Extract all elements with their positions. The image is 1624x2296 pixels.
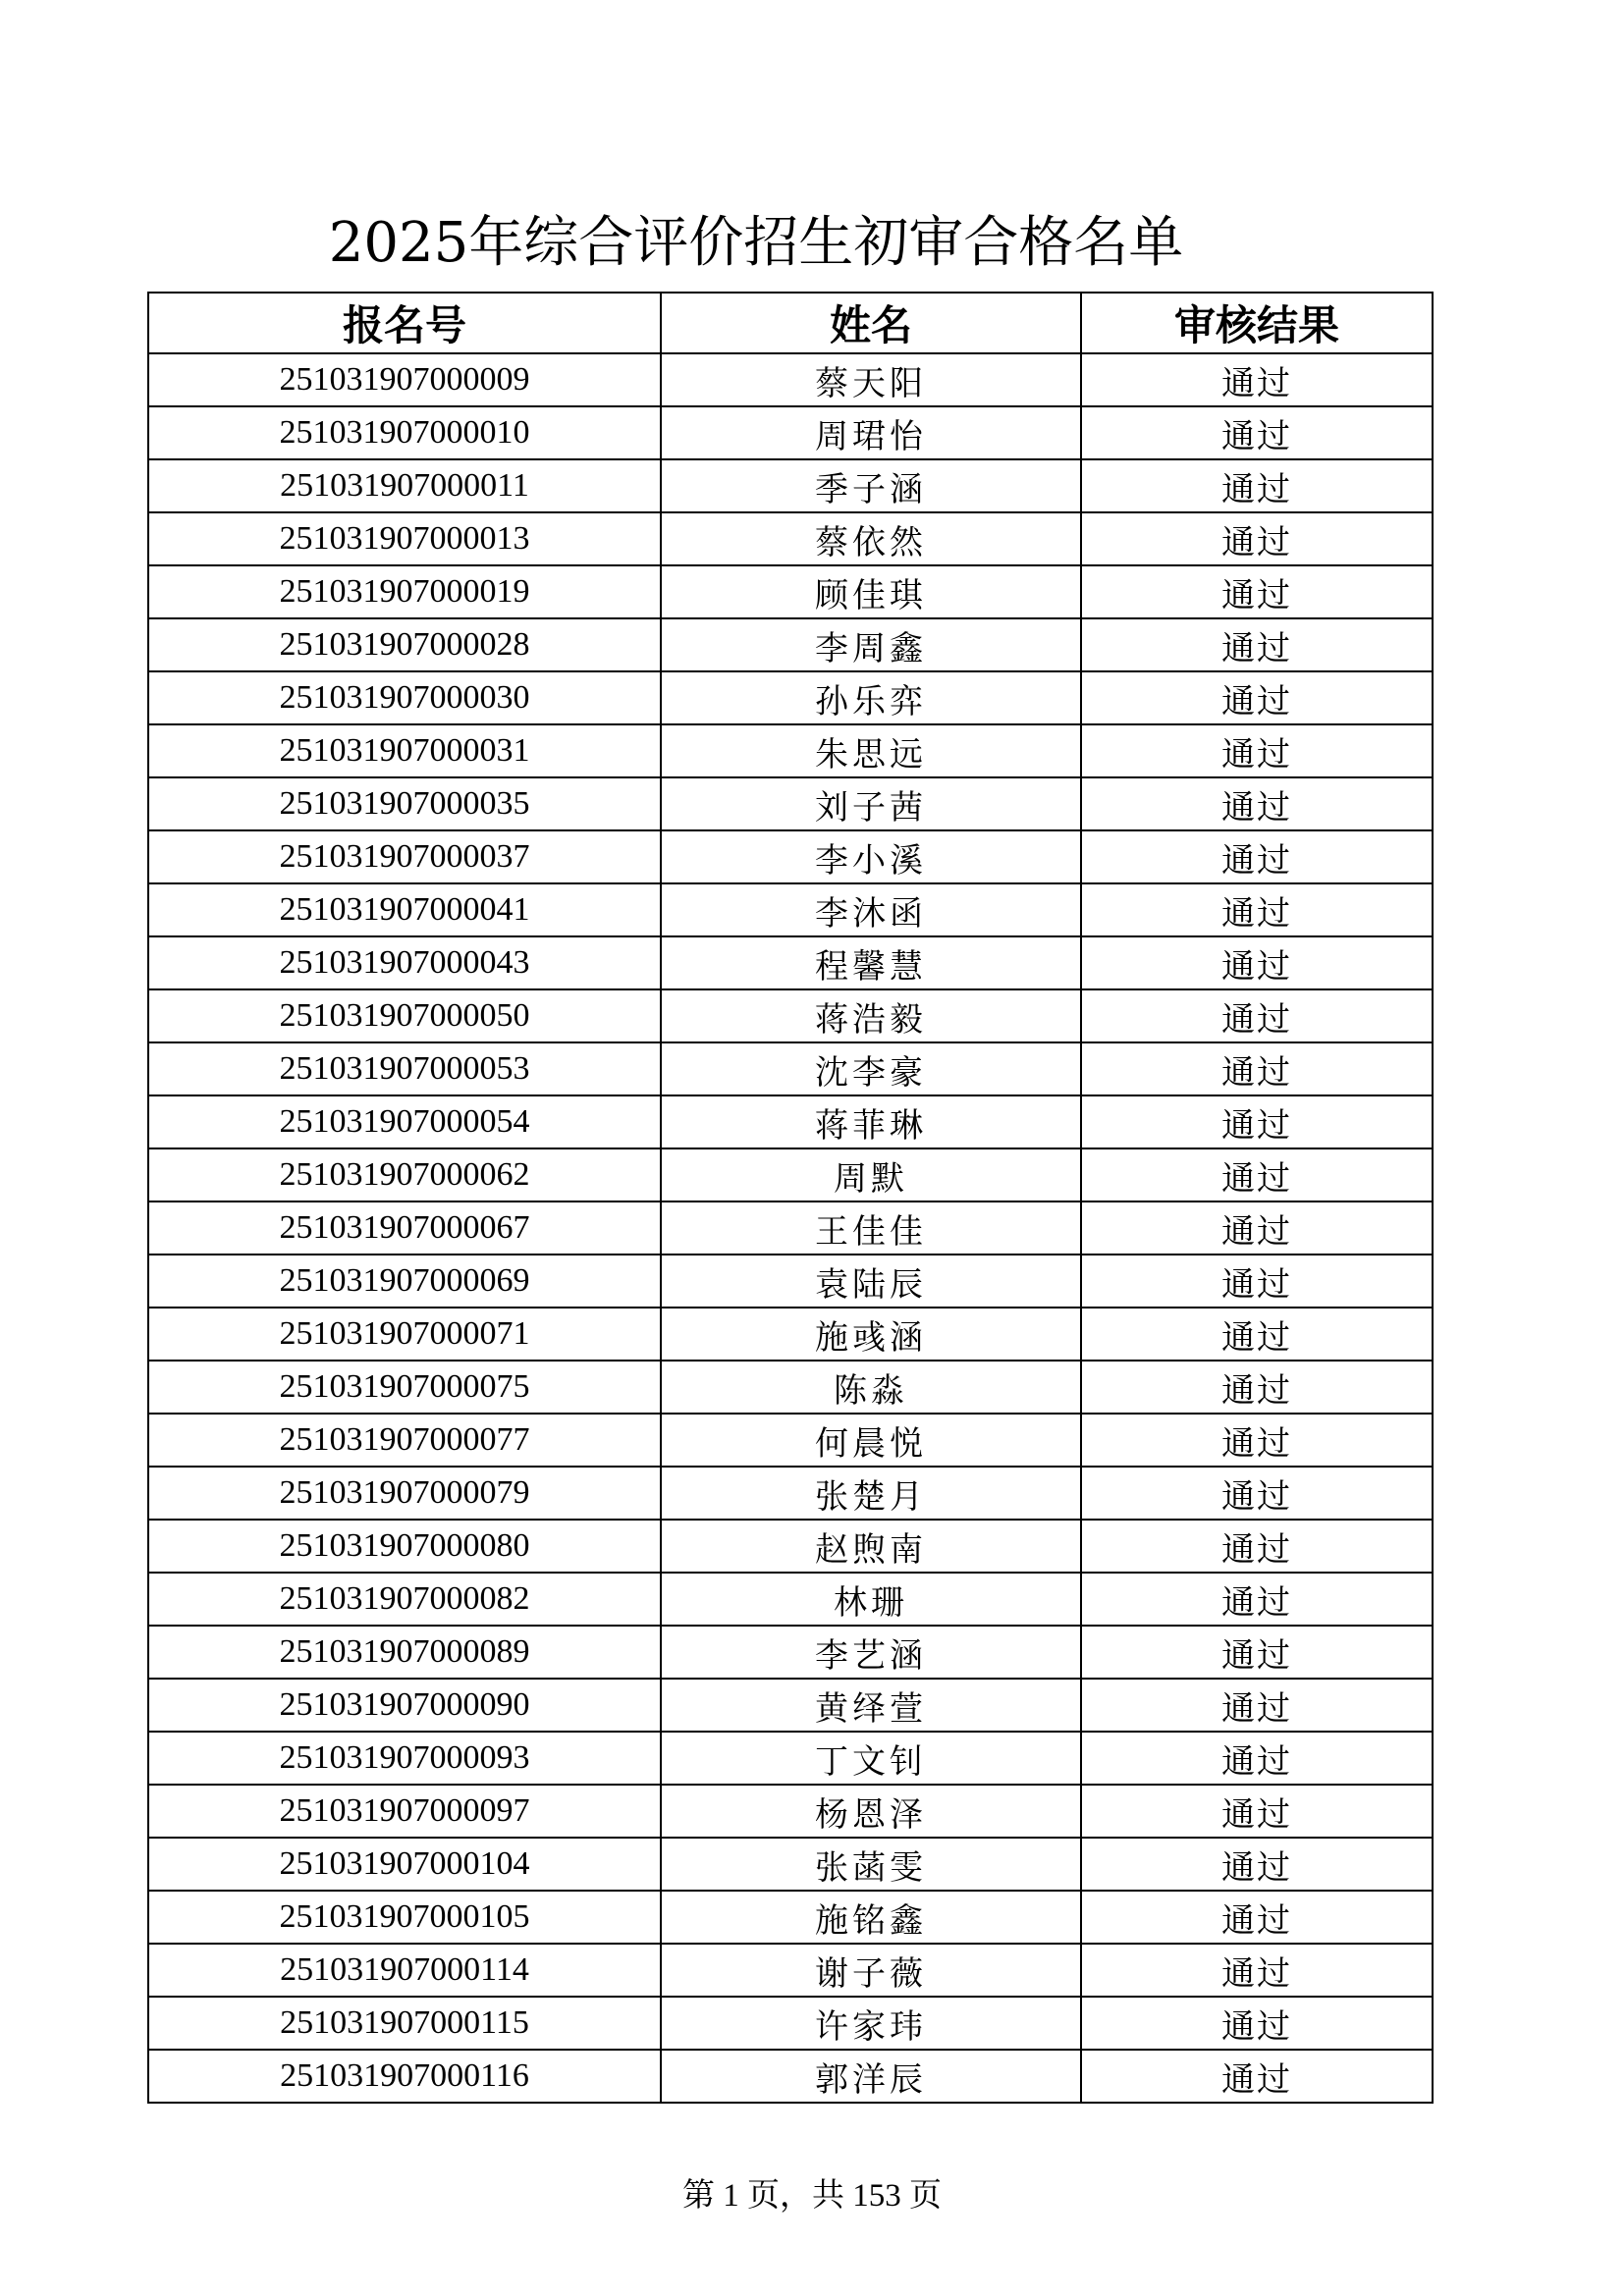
review-result-cell: 通过 [1081, 2050, 1433, 2103]
review-result-cell: 通过 [1081, 724, 1433, 777]
student-name-cell: 袁陆辰 [661, 1255, 1081, 1308]
document-title: 2025年综合评价招生初审合格名单 [328, 211, 1184, 275]
registration-number-cell: 251031907000009 [148, 353, 661, 406]
page-number: 第 1 页，共 153 页 [682, 2178, 942, 2214]
registration-number-cell: 251031907000028 [148, 618, 661, 671]
student-name-cell: 季子涵 [661, 459, 1081, 512]
table-row [148, 1361, 1433, 1414]
review-result-cell: 通过 [1081, 1626, 1433, 1679]
registration-number-cell: 251031907000054 [148, 1095, 661, 1148]
review-result-cell: 通过 [1081, 618, 1433, 671]
table-row [148, 459, 1433, 512]
review-result-cell: 通过 [1081, 1944, 1433, 1997]
review-result-cell: 通过 [1081, 1308, 1433, 1361]
student-name-cell: 沈李豪 [661, 1042, 1081, 1095]
table-row [148, 618, 1433, 671]
table-row [148, 1255, 1433, 1308]
review-result-cell: 通过 [1081, 512, 1433, 565]
table-body [148, 353, 1433, 2103]
student-name-cell: 蒋菲琳 [661, 1095, 1081, 1148]
student-name-cell: 林珊 [661, 1573, 1081, 1626]
header-registration-number: 报名号 [148, 293, 661, 353]
registration-number-cell: 251031907000116 [148, 2050, 661, 2103]
registration-number-cell: 251031907000043 [148, 936, 661, 989]
review-result-cell: 通过 [1081, 1201, 1433, 1255]
student-name-cell: 郭洋辰 [661, 2050, 1081, 2103]
student-name-cell: 谢子薇 [661, 1944, 1081, 1997]
table-row [148, 1838, 1433, 1891]
registration-number-cell: 251031907000069 [148, 1255, 661, 1308]
table-row [148, 1679, 1433, 1732]
student-name-cell: 蒋浩毅 [661, 989, 1081, 1042]
header-review-result: 审核结果 [1081, 293, 1433, 353]
review-result-cell: 通过 [1081, 1414, 1433, 1467]
table-row [148, 671, 1433, 724]
review-result-cell: 通过 [1081, 830, 1433, 883]
review-result-cell: 通过 [1081, 1997, 1433, 2050]
student-name-cell: 程馨慧 [661, 936, 1081, 989]
student-name-cell: 赵煦南 [661, 1520, 1081, 1573]
review-result-cell: 通过 [1081, 883, 1433, 936]
table-row [148, 1785, 1433, 1838]
table-row [148, 1997, 1433, 2050]
student-name-cell: 朱思远 [661, 724, 1081, 777]
review-result-cell: 通过 [1081, 777, 1433, 830]
student-name-cell: 丁文钊 [661, 1732, 1081, 1785]
registration-number-cell: 251031907000037 [148, 830, 661, 883]
student-name-cell: 顾佳琪 [661, 565, 1081, 618]
registration-number-cell: 251031907000079 [148, 1467, 661, 1520]
table-header-row [148, 293, 1433, 353]
student-name-cell: 杨恩泽 [661, 1785, 1081, 1838]
admission-list-table [147, 292, 1434, 2104]
table-row [148, 1308, 1433, 1361]
table-row [148, 1148, 1433, 1201]
header-name: 姓名 [661, 293, 1081, 353]
review-result-cell: 通过 [1081, 1148, 1433, 1201]
table-row [148, 1095, 1433, 1148]
registration-number-cell: 251031907000104 [148, 1838, 661, 1891]
review-result-cell: 通过 [1081, 936, 1433, 989]
review-result-cell: 通过 [1081, 1042, 1433, 1095]
student-name-cell: 陈淼 [661, 1361, 1081, 1414]
review-result-cell: 通过 [1081, 1679, 1433, 1732]
table-row [148, 1201, 1433, 1255]
registration-number-cell: 251031907000089 [148, 1626, 661, 1679]
review-result-cell: 通过 [1081, 1255, 1433, 1308]
table-row [148, 1042, 1433, 1095]
review-result-cell: 通过 [1081, 671, 1433, 724]
registration-number-cell: 251031907000077 [148, 1414, 661, 1467]
registration-number-cell: 251031907000097 [148, 1785, 661, 1838]
registration-number-cell: 251031907000035 [148, 777, 661, 830]
registration-number-cell: 251031907000013 [148, 512, 661, 565]
registration-number-cell: 251031907000041 [148, 883, 661, 936]
registration-number-cell: 251031907000031 [148, 724, 661, 777]
table-row [148, 936, 1433, 989]
student-name-cell: 刘子茜 [661, 777, 1081, 830]
table-row [148, 512, 1433, 565]
student-name-cell: 张菡雯 [661, 1838, 1081, 1891]
table-row [148, 1467, 1433, 1520]
table-row [148, 1944, 1433, 1997]
table-row [148, 989, 1433, 1042]
table-row [148, 353, 1433, 406]
table-row [148, 883, 1433, 936]
student-name-cell: 周默 [661, 1148, 1081, 1201]
student-name-cell: 李艺涵 [661, 1626, 1081, 1679]
registration-number-cell: 251031907000082 [148, 1573, 661, 1626]
registration-number-cell: 251031907000067 [148, 1201, 661, 1255]
student-name-cell: 孙乐弈 [661, 671, 1081, 724]
registration-number-cell: 251031907000075 [148, 1361, 661, 1414]
registration-number-cell: 251031907000011 [148, 459, 661, 512]
table-row [148, 1732, 1433, 1785]
registration-number-cell: 251031907000115 [148, 1997, 661, 2050]
registration-number-cell: 251031907000030 [148, 671, 661, 724]
student-name-cell: 周珺怡 [661, 406, 1081, 459]
review-result-cell: 通过 [1081, 1891, 1433, 1944]
table-row [148, 1891, 1433, 1944]
registration-number-cell: 251031907000053 [148, 1042, 661, 1095]
review-result-cell: 通过 [1081, 565, 1433, 618]
table-row [148, 830, 1433, 883]
registration-number-cell: 251031907000019 [148, 565, 661, 618]
registration-number-cell: 251031907000062 [148, 1148, 661, 1201]
student-name-cell: 李小溪 [661, 830, 1081, 883]
review-result-cell: 通过 [1081, 406, 1433, 459]
registration-number-cell: 251031907000114 [148, 1944, 661, 1997]
review-result-cell: 通过 [1081, 1838, 1433, 1891]
student-name-cell: 蔡依然 [661, 512, 1081, 565]
review-result-cell: 通过 [1081, 989, 1433, 1042]
student-name-cell: 李沐函 [661, 883, 1081, 936]
table-row [148, 1626, 1433, 1679]
table-row [148, 2050, 1433, 2103]
student-name-cell: 李周鑫 [661, 618, 1081, 671]
student-name-cell: 施铭鑫 [661, 1891, 1081, 1944]
review-result-cell: 通过 [1081, 1520, 1433, 1573]
review-result-cell: 通过 [1081, 353, 1433, 406]
registration-number-cell: 251031907000105 [148, 1891, 661, 1944]
table-row [148, 1520, 1433, 1573]
student-name-cell: 王佳佳 [661, 1201, 1081, 1255]
student-name-cell: 张楚月 [661, 1467, 1081, 1520]
review-result-cell: 通过 [1081, 1785, 1433, 1838]
table-row [148, 1414, 1433, 1467]
student-name-cell: 蔡天阳 [661, 353, 1081, 406]
student-name-cell: 许家玮 [661, 1997, 1081, 2050]
registration-number-cell: 251031907000050 [148, 989, 661, 1042]
table-row [148, 777, 1433, 830]
student-name-cell: 何晨悦 [661, 1414, 1081, 1467]
table-row [148, 724, 1433, 777]
review-result-cell: 通过 [1081, 1732, 1433, 1785]
registration-number-cell: 251031907000071 [148, 1308, 661, 1361]
review-result-cell: 通过 [1081, 459, 1433, 512]
table-row [148, 406, 1433, 459]
registration-number-cell: 251031907000080 [148, 1520, 661, 1573]
student-name-cell: 施彧涵 [661, 1308, 1081, 1361]
registration-number-cell: 251031907000090 [148, 1679, 661, 1732]
table-row [148, 1573, 1433, 1626]
registration-number-cell: 251031907000010 [148, 406, 661, 459]
review-result-cell: 通过 [1081, 1573, 1433, 1626]
review-result-cell: 通过 [1081, 1467, 1433, 1520]
registration-number-cell: 251031907000093 [148, 1732, 661, 1785]
review-result-cell: 通过 [1081, 1361, 1433, 1414]
table-row [148, 565, 1433, 618]
review-result-cell: 通过 [1081, 1095, 1433, 1148]
student-name-cell: 黄绎萱 [661, 1679, 1081, 1732]
